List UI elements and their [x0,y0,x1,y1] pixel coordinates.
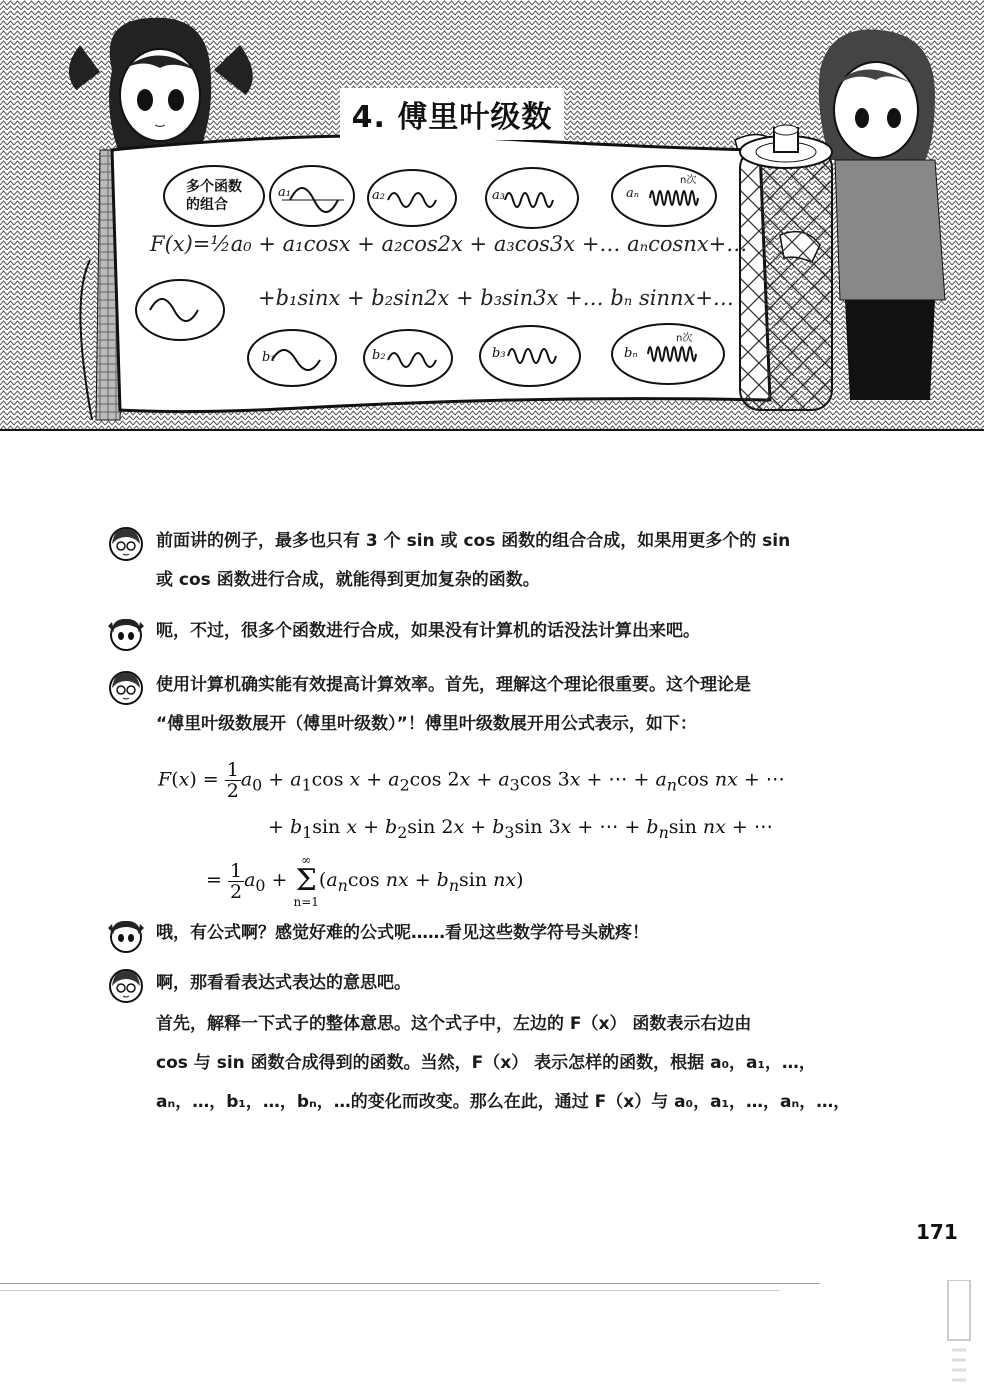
formula-row-3: = $\frac{1}{2}$ $a_0$ + ∞ Σ $n=1(a_n\cos$ nx + $b_n\sin$ nx) [206,853,524,909]
footer-rule-light [0,1290,780,1291]
watermark-logo [944,1280,974,1390]
dialog-line: “傅里叶级数展开（傅里叶级数）”！傅里叶级数展开用公式表示，如下： [156,714,697,734]
dialog-student-2 [108,922,928,954]
footer-rule [0,1283,820,1284]
n-times-label-top: n次 [680,175,697,186]
scroll-roll [740,125,832,410]
coef-a2: a₂ [372,188,385,203]
dialog-teacher-3 [108,972,928,1004]
comic-banner [0,0,984,440]
paragraph-line: aₙ，…，b₁，…，bₙ，…的变化而改变。那么在此，通过 F（x）与 a₀，a₁，…，aₙ，…， [156,1092,851,1112]
paragraph-line: 首先，解释一下式子的整体意思。这个式子中，左边的 F（x） 函数表示右边由 [156,1014,752,1034]
dialog-student-1 [108,620,928,652]
banner-illustration [0,0,984,440]
student-avatar-icon [108,616,144,652]
page-number: 171 [916,1220,958,1244]
dialog-line: 前面讲的例子，最多也只有 3 个 sin 或 cos 函数的组合合成，如果用更多个的 sin [156,531,791,551]
dialog-line: 啊，那看看表达式表达的意思吧。 [156,973,411,993]
coef-b2: b₂ [372,348,386,363]
student-avatar-icon [108,918,144,954]
bubble-label: 多个函数 的组合 [186,179,242,213]
handwritten-formula-line2: +b₁sinx + b₂sin2x + b₃sin3x +… bₙ sinnx+… [258,286,734,310]
explanation-paragraph [156,1005,916,1122]
n-times-label-bottom: n次 [676,333,693,344]
teacher-avatar-icon [108,670,144,706]
handwritten-formula-line1: F(x)=½a₀ + a₁cosx + a₂cos2x + a₃cos3x +… aₙcosnx+… [150,232,748,256]
coef-b3: b₃ [492,346,506,361]
coef-a1: a₁ [278,185,291,200]
coef-bn: bₙ [624,346,638,361]
dialog-teacher-2 [108,674,928,744]
summation-symbol: ∞ Σ n=1 [293,853,319,909]
dialog-line: 哦，有公式啊？感觉好难的公式呢……看见这些数学符号头就疼！ [156,923,649,943]
formula-row-2: + $b_1\sin$ $x + b_2\sin$ $2x + b_3\sin$ 3x + ⋯ + $b_n\sin$ nx + ⋯ [268,816,773,842]
teacher-avatar-icon [108,526,144,562]
fourier-series-formula [158,759,798,909]
formula-row-1: F(x) = $\frac{1}{2}$ $a_0 + a_1\cos$ $x + a_2\cos$ $2x + a_3\cos$ 3x + ⋯ + $a_n\cos$ nx + ⋯ [158,759,785,802]
coef-an: aₙ [626,186,640,201]
dialog-line: 使用计算机确实能有效提高计算效率。首先，理解这个理论很重要。这个理论是 [156,675,751,695]
dialog-line: 或 cos 函数进行合成，就能得到更加复杂的函数。 [156,570,540,590]
coef-a3: a₃ [492,188,505,203]
paragraph-line: cos 与 sin 函数合成得到的函数。当然，F（x） 表示怎样的函数，根据 a₀，a₁，…， [156,1053,816,1073]
dialog-teacher-1 [108,530,928,600]
chapter-title: 4. 傅里叶级数 [340,88,564,140]
dialog-line: 呃，不过，很多个函数进行合成，如果没有计算机的话没法计算出来吧。 [156,621,700,641]
coef-b1: b₁ [262,350,276,365]
teacher-avatar-icon [108,968,144,1004]
